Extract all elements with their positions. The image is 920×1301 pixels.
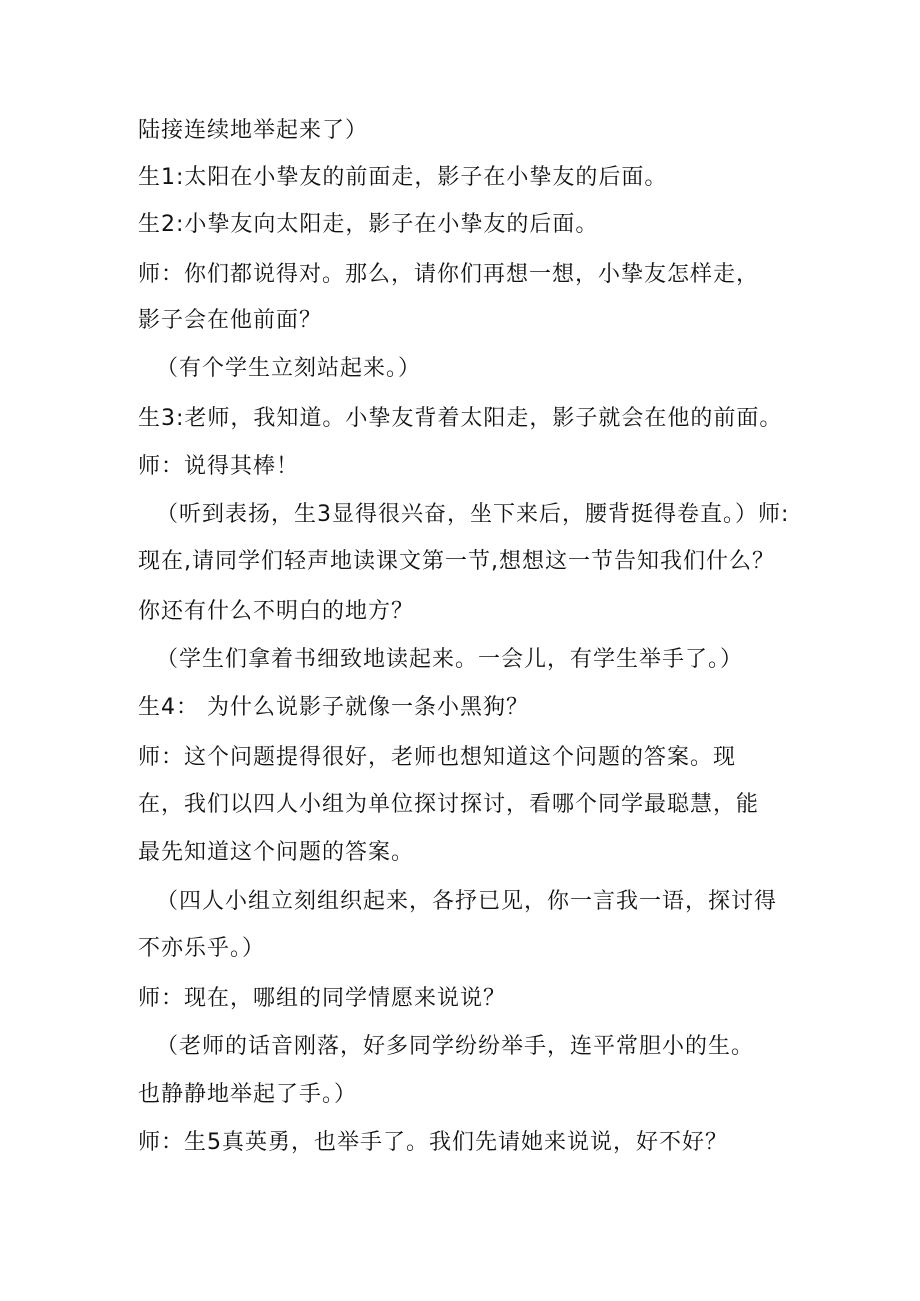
text-line: 你还有什么不明白的地方？ <box>138 599 415 624</box>
text-line: 现在,请同学们轻声地读课文第一节,想想这一节告知我们什么？ <box>138 549 775 574</box>
text-line: 师：现在，哪组的同学情愿来说说？ <box>138 986 507 1011</box>
text-line: 师：说得其棒！ <box>138 454 300 479</box>
text-line: 师：生5真英勇，也举手了。我们先请她来说说，好不好？ <box>138 1130 728 1155</box>
text-line: （老师的话音刚落，好多同学纷纷举手，连平常胆小的生。 <box>156 1034 755 1059</box>
text-line: 陆接连续地举起来了） <box>138 118 369 143</box>
text-line: （四人小组立刻组织起来，各抒已见，你一言我一语，探讨得 <box>156 889 778 914</box>
text-line: （学生们拿着书细致地读起来。一会儿，有学生举手了。） <box>156 647 744 672</box>
text-line: 最先知道这个问题的答案。 <box>138 840 415 865</box>
text-line: 影子会在他前面？ <box>138 308 323 333</box>
text-line: 生3:老师，我知道。小挚友背着太阳走，影子就会在他的前面。 <box>138 406 783 431</box>
text-line: 生4： 为什么说影子就像一条小黑狗？ <box>138 695 529 720</box>
text-line: 也静静地举起了手。） <box>138 1082 358 1107</box>
text-line: 生1:太阳在小挚友的前面走，影子在小挚友的后面。 <box>138 165 668 190</box>
text-line: 生2:小挚友向太阳走，影子在小挚友的后面。 <box>138 212 599 237</box>
text-line: （听到表扬，生3显得很兴奋，坐下来后，腰背挺得卷直。）师: <box>156 502 790 527</box>
text-line: 师：这个问题提得很好，老师也想知道这个问题的答案。现 <box>138 745 737 770</box>
text-line: （有个学生立刻站起来。） <box>156 356 422 381</box>
text-line: 师：你们都说得对。那么，请你们再想一想，小挚友怎样走， <box>138 262 760 287</box>
text-line: 不亦乐乎。） <box>138 936 266 961</box>
text-line: 在，我们以四人小组为单位探讨探讨，看哪个同学最聪慧，能 <box>138 792 760 817</box>
